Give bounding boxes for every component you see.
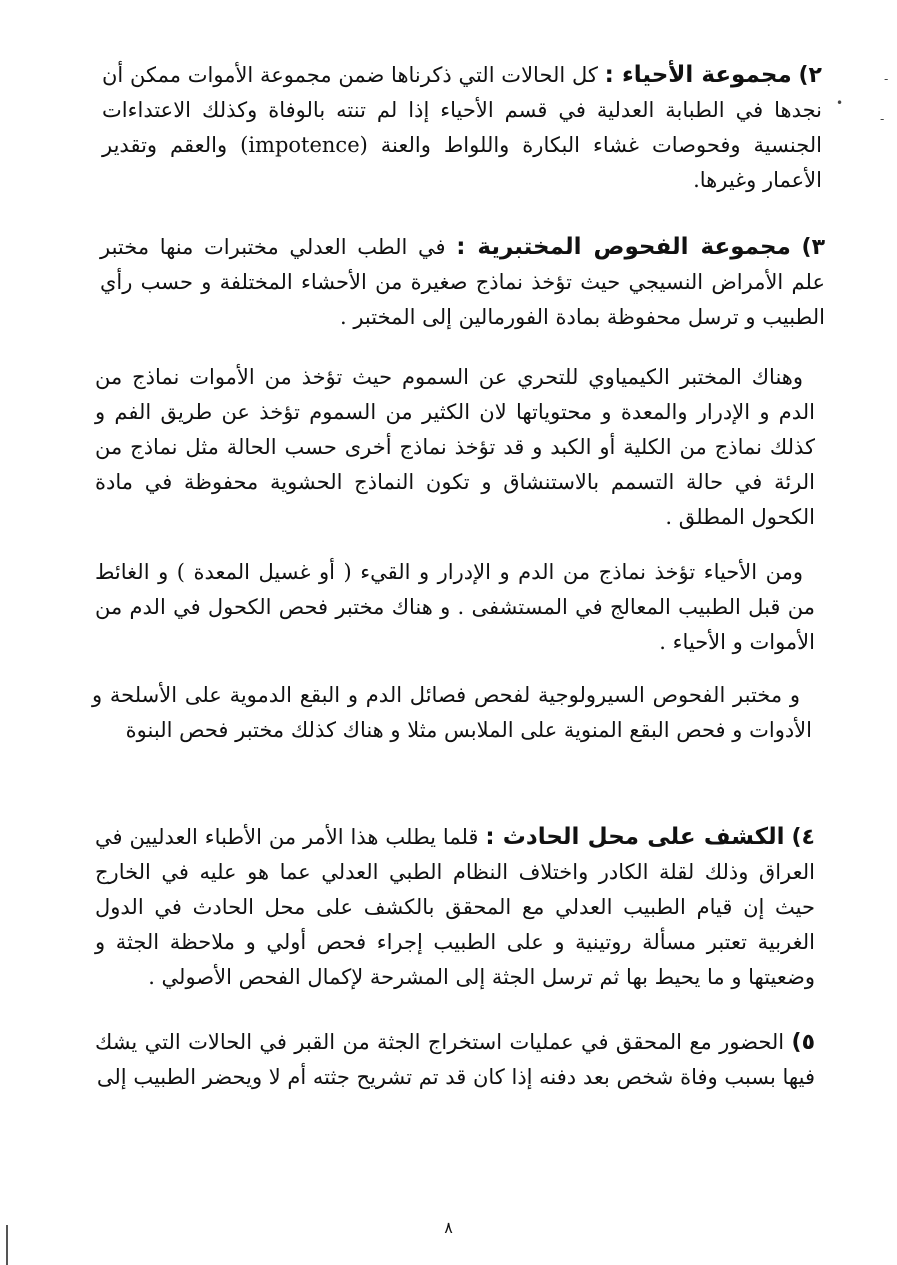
paragraph-serology — [92, 678, 812, 748]
paragraph-living — [95, 555, 815, 660]
scan-mark: - — [880, 112, 885, 126]
section-text: في الطب العدلي مختبرات منها مختبر علم الأمراض النسيجي حيث تؤخذ نماذج صغيرة من الأحشاء المختلفة و حسب رأي الطبيب و ترسل محفوظة بمادة الفورمالين إلى المختبر . — [100, 235, 825, 329]
scan-mark: - — [884, 72, 889, 86]
section-number: ٤) — [791, 825, 815, 850]
paragraph-toxicology — [95, 360, 815, 535]
section-heading: مجموعة الأحياء : — [604, 62, 792, 88]
section-text: الحضور مع المحقق في عمليات استخراج الجثة من القبر في الحالات التي يشك فيها بسبب وفاة شخص بعد دفنه إذا كان قد تم تشريح جثته أم لا ويحضر الطبيب إلى — [95, 1030, 815, 1089]
section-2 — [102, 58, 822, 198]
section-heading: مجموعة الفحوص المختبرية : — [456, 234, 791, 260]
section-number: ٥) — [791, 1030, 815, 1055]
section-heading: الكشف على محل الحادث : — [485, 824, 785, 850]
paragraph-text: و مختبر الفحوص السيرولوجية لفحص فصائل الدم و البقع الدموية على الأسلحة و الأدوات و فحص البقع المنوية على الملابس مثلا و هناك كذلك مختبر فحص البنوة — [92, 683, 812, 742]
scan-edge-line — [6, 1225, 8, 1265]
scan-mark: • — [836, 96, 844, 110]
paragraph-text: وهناك المختبر الكيمياوي للتحري عن السموم حيث تؤخذ من الأموات نماذج من الدم و الإدرار والمعدة و محتوياتها لان الكثير من السموم تؤخذ عن طريق الفم و كذلك نماذج من الكلية أو الكبد و قد تؤخذ نماذج أخرى حسب الحالة مثل نماذج من الرئة في حالة التسمم بالاستنشاق و تكون النماذج الحشوية محفوظة في مادة الكحول المطلق . — [95, 365, 815, 529]
section-4 — [95, 820, 815, 995]
section-number: ٢) — [798, 63, 822, 88]
section-number: ٣) — [801, 235, 826, 260]
paragraph-text: ومن الأحياء تؤخذ نماذج من الدم و الإدرار و القيء ( أو غسيل المعدة ) و الغائط من قبل الطبيب المعالج في المستشفى . و هناك مختبر فحص الكحول في الدم من الأموات و الأحياء . — [95, 560, 815, 654]
section-5 — [95, 1025, 815, 1095]
section-text: كل الحالات التي ذكرناها ضمن مجموعة الأموات ممكن أن نجدها في الطبابة العدلية في قسم الأحياء إذا لم تنته بالوفاة وكذلك الاعتداءات الجنسية وفحوصات غشاء البكارة واللواط والعنة (impotence) والعقم وتقدير الأعمار وغيرها. — [102, 63, 822, 192]
section-3 — [100, 230, 825, 335]
page-number: ٨ — [444, 1218, 453, 1237]
section-text: قلما يطلب هذا الأمر من الأطباء العدليين في العراق وذلك لقلة الكادر واختلاف النظام الطبي العدلي عما هو عليه في الخارج حيث إن قيام الطبيب العدلي مع المحقق بالكشف على محل الحادث في الدول الغربية تعتبر مسألة روتينية و على الطبيب إجراء فحص أولي و ملاحظة الجثة و وضعيتها و ما يحيط بها ثم ترسل الجثة إلى المشرحة لإكمال الفحص الأصولي . — [95, 825, 815, 989]
